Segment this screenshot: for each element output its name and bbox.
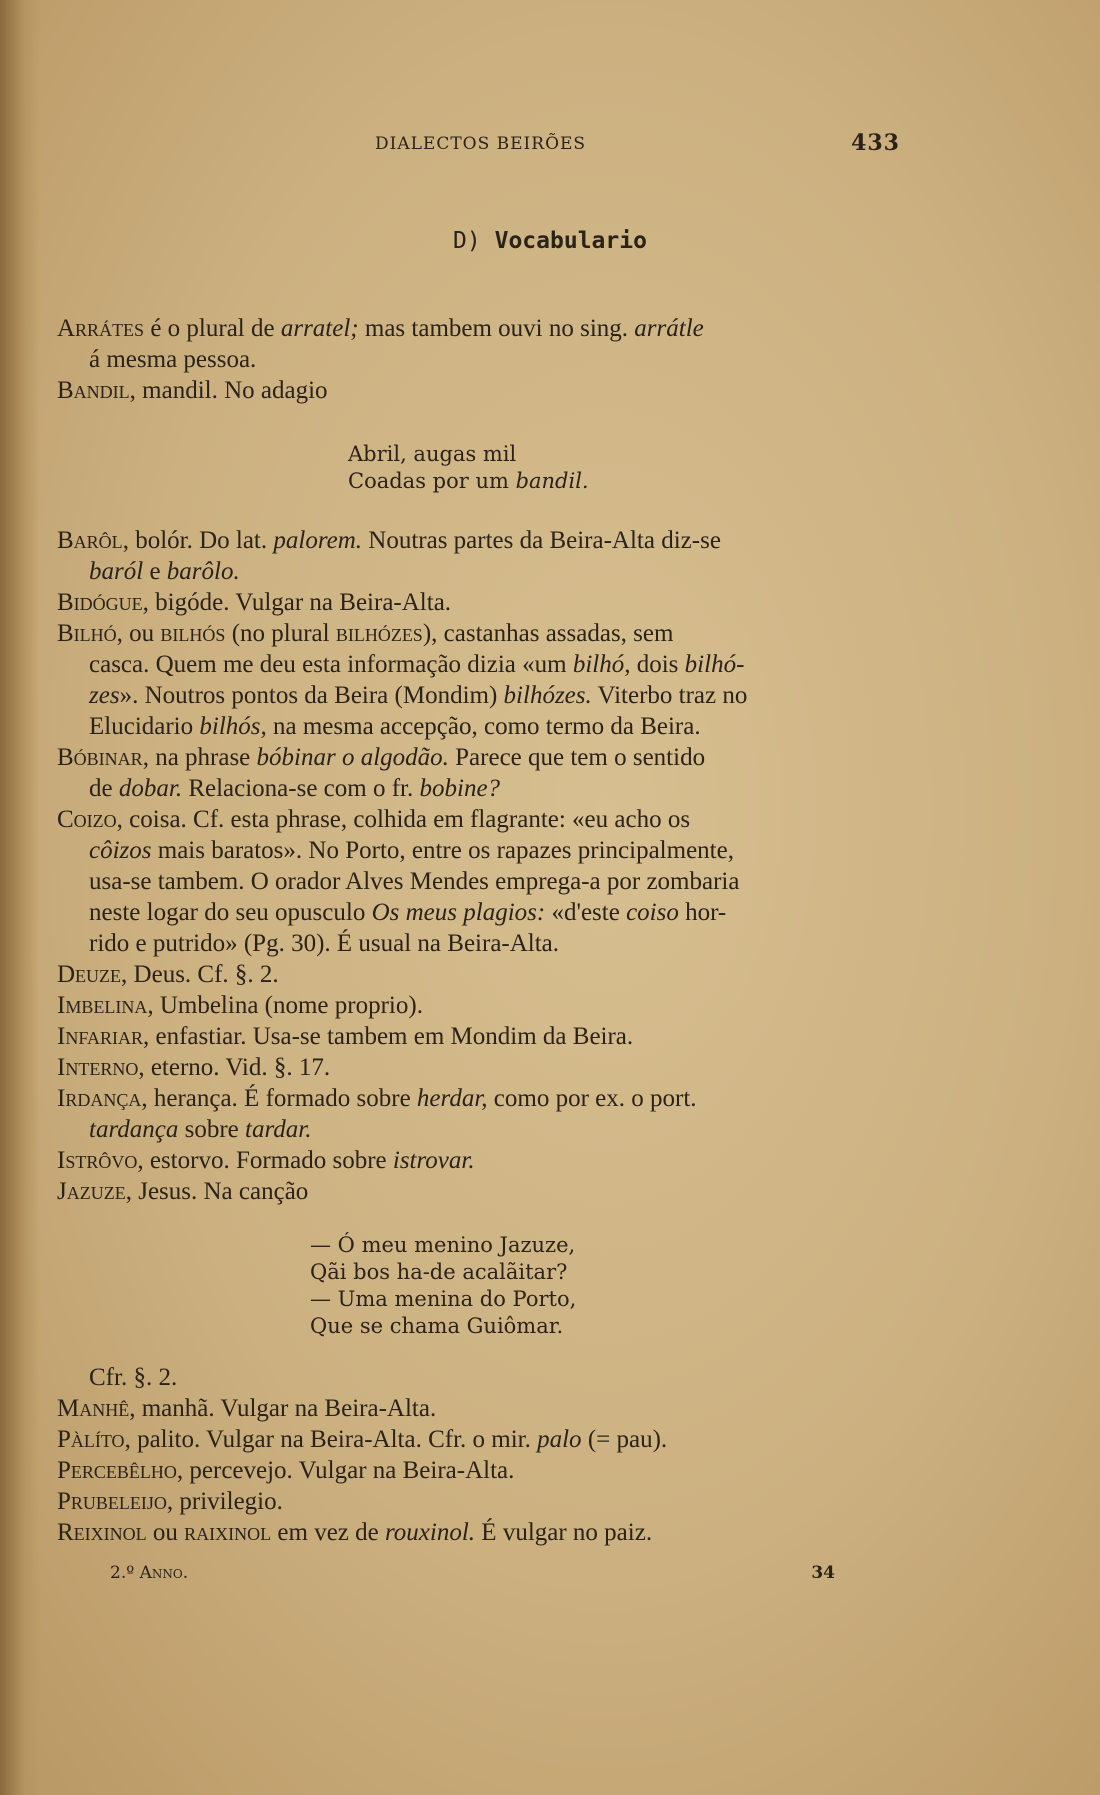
verse-line: Abril, augas mil (348, 442, 517, 466)
entry-text: hor- (678, 899, 727, 926)
page-edge-shadow (0, 0, 40, 1795)
entry-jazuze (57, 1176, 902, 1207)
section-label: D) (453, 228, 481, 254)
verse-line: Que se chama Guiômar. (310, 1314, 564, 1338)
entry-istrovo (57, 1145, 902, 1176)
entry-coizo-line-1 (57, 804, 902, 835)
entry-text: dois (630, 651, 685, 678)
entry-text: , bolór. Do lat. (122, 527, 274, 554)
entry-text: , mandil. No adagio (129, 377, 328, 404)
entry-bilho-line-2 (57, 649, 902, 680)
entries-block-3 (57, 1362, 902, 1548)
entry-irdanca-line-2 (57, 1114, 902, 1145)
entry-text: de (89, 775, 119, 802)
entry-barol-line-2 (57, 556, 902, 587)
entry-text: , bigóde. Vulgar na Beira-Alta. (142, 589, 452, 616)
entry-italic: côizos (89, 837, 152, 864)
entry-text: ), castanhas assadas, sem (422, 620, 674, 647)
entry-arrates-line-1 (57, 313, 902, 344)
verse-line: Qãi bos ha-de acalãitar? (310, 1260, 568, 1284)
headword: Barôl (57, 527, 123, 554)
entry-bandil (57, 375, 902, 406)
running-title: DIALECTOS BEIRÕES (375, 134, 587, 154)
entry-italic: palorem. (273, 527, 363, 554)
headword: Bóbinar (57, 744, 143, 771)
entry-infariar (57, 1021, 902, 1052)
verse-text: Coadas por um (348, 469, 516, 493)
verse-cancao (310, 1232, 576, 1340)
headword: Jazuze (57, 1178, 126, 1205)
entry-coizo-line-5: rido e putrido» (Pg. 30). É usual na Beira-Alta. (89, 930, 560, 957)
entry-text: , palito. Vulgar na Beira-Alta. Cfr. o mir. (124, 1426, 538, 1453)
verse-line: — Uma menina do Porto, (310, 1287, 577, 1311)
headword: Deuze (57, 961, 122, 988)
entry-irdanca-line-1 (57, 1083, 902, 1114)
entry-text: , estorvo. Formado sobre (137, 1147, 393, 1174)
entry-palito (57, 1424, 902, 1455)
entry-italic: bobine? (419, 775, 501, 802)
entry-bidogue (57, 587, 902, 618)
section-title: Vocabulario (494, 228, 647, 254)
entry-italic: bilhó, (572, 651, 631, 678)
entries-block-2 (57, 525, 902, 1207)
entry-prubeleijo (57, 1486, 902, 1517)
entry-italic: tardar. (245, 1116, 312, 1143)
entry-italic: arratel; (280, 315, 359, 342)
entry-bilho-line-4 (57, 711, 902, 742)
entry-italic: palo (537, 1426, 582, 1453)
entry-text: , na phrase (142, 744, 257, 771)
entry-italic: bilhós, (199, 713, 267, 740)
headword: Istrôvo (57, 1147, 138, 1174)
entry-text: , manhã. Vulgar na Beira-Alta. (129, 1395, 437, 1422)
entry-barol-line-1 (57, 525, 902, 556)
entry-italic: dobar. (118, 775, 183, 802)
entry-italic: bilhó- (684, 651, 745, 678)
entry-text: Noutras partes da Beira-Alta diz-se (362, 527, 721, 554)
entry-text: (= pau). (581, 1426, 668, 1453)
entry-text: , Umbelina (nome proprio). (147, 992, 423, 1019)
entry-italic: Os meus plagios: (371, 899, 546, 926)
entry-italic: baról (89, 558, 144, 585)
entry-bilho-line-1 (57, 618, 902, 649)
entry-manhe (57, 1393, 902, 1424)
headword: Irdança (57, 1085, 142, 1112)
entries-block-1 (57, 313, 902, 406)
entry-italic: zes (89, 682, 120, 709)
entry-italic: istrovar. (392, 1147, 475, 1174)
headword: Arrátes (57, 315, 145, 342)
entry-coizo-line-4 (57, 897, 902, 928)
verse-line: — Ó meu menino Jazuze, (310, 1233, 576, 1257)
entry-bilho-line-3 (57, 680, 902, 711)
entry-text: , eterno. Vid. §. 17. (138, 1054, 331, 1081)
variant-form: raixinol (184, 1519, 272, 1546)
headword: Imbelina (57, 992, 148, 1019)
entry-deuze (57, 959, 902, 990)
variant-form: bilhós (160, 620, 226, 647)
headword: Percebêlho (57, 1457, 177, 1484)
entry-interno (57, 1052, 902, 1083)
entry-reixinol (57, 1517, 902, 1548)
headword: Manhê (57, 1395, 130, 1422)
page-footer (110, 1563, 835, 1587)
page-header (375, 130, 905, 160)
entry-text: ». Noutros pontos da Beira (Mondim) (119, 682, 504, 709)
entry-text: é o plural de (144, 315, 281, 342)
headword: Reixinol (57, 1519, 147, 1546)
entry-text: , privilegio. (166, 1488, 283, 1515)
entry-text: na mesma accepção, como termo da Beira. (266, 713, 701, 740)
section-heading (0, 228, 1100, 254)
entry-italic: arrátle (634, 315, 704, 342)
entry-text: «d'este (545, 899, 627, 926)
headword: Bandil (57, 377, 130, 404)
entry-italic: coiso (626, 899, 679, 926)
entry-bobinar-line-2 (57, 773, 902, 804)
signature-mark: 2.º Anno. (110, 1563, 189, 1583)
page-number: 433 (851, 130, 900, 156)
entry-cfr: Cfr. §. 2. (89, 1364, 178, 1391)
entry-text: mais baratos». No Porto, entre os rapazes principalmente, (151, 837, 734, 864)
entry-text: como por ex. o port. (487, 1085, 697, 1112)
entry-text: Parece que tem o sentido (448, 744, 706, 771)
entry-text: casca. Quem me deu esta informação dizia «um (89, 651, 573, 678)
entry-text: e (143, 558, 167, 585)
verse-line (348, 468, 589, 495)
entry-italic: bóbinar o algodão. (256, 744, 449, 771)
headword: Interno (57, 1054, 139, 1081)
headword: Bilhó (57, 620, 117, 647)
entry-text: neste logar do seu opusculo (89, 899, 372, 926)
entry-text: , ou (116, 620, 161, 647)
headword: Pàlíto (57, 1426, 125, 1453)
entry-coizo-line-3: usa-se tambem. O orador Alves Mendes emprega-a por zombaria (89, 868, 740, 895)
entry-text: Elucidario (89, 713, 200, 740)
variant-form: bilhózes (335, 620, 423, 647)
entry-text: , percevejo. Vulgar na Beira-Alta. (176, 1457, 515, 1484)
entry-bobinar-line-1 (57, 742, 902, 773)
entry-text: mas tambem ouvi no sing. (358, 315, 635, 342)
entry-coizo-line-2 (57, 835, 902, 866)
verse-adagio (348, 441, 589, 495)
entry-text: (no plural (225, 620, 336, 647)
entry-text: , Deus. Cf. §. 2. (121, 961, 279, 988)
entry-text: , Jesus. Na canção (125, 1178, 309, 1205)
entry-italic: barôlo. (166, 558, 240, 585)
entry-arrates-line-2: á mesma pessoa. (89, 346, 257, 373)
entry-text: Viterbo traz no (591, 682, 748, 709)
sheet-number: 34 (811, 1563, 835, 1583)
headword: Bidógue (57, 589, 143, 616)
entry-imbelina (57, 990, 902, 1021)
entry-text: Relaciona-se com o fr. (182, 775, 420, 802)
headword: Coizo (57, 806, 117, 833)
entry-italic: bilhózes. (503, 682, 592, 709)
entry-text: em vez de (271, 1519, 385, 1546)
entry-text: , coisa. Cf. esta phrase, colhida em flagrante: «eu acho os (116, 806, 691, 833)
entry-text: ou (146, 1519, 185, 1546)
verse-italic: bandil. (515, 469, 589, 493)
entry-text: É vulgar no paiz. (475, 1519, 653, 1546)
entry-italic: rouxinol. (385, 1519, 476, 1546)
headword: Infariar (57, 1023, 144, 1050)
entry-italic: herdar, (416, 1085, 488, 1112)
entry-italic: tardança (89, 1116, 179, 1143)
entry-percebelho (57, 1455, 902, 1486)
headword: Prubeleijo (57, 1488, 167, 1515)
entry-text: , enfastiar. Usa-se tambem em Mondim da Beira. (143, 1023, 634, 1050)
entry-text: , herança. É formado sobre (141, 1085, 417, 1112)
entry-text: sobre (178, 1116, 245, 1143)
